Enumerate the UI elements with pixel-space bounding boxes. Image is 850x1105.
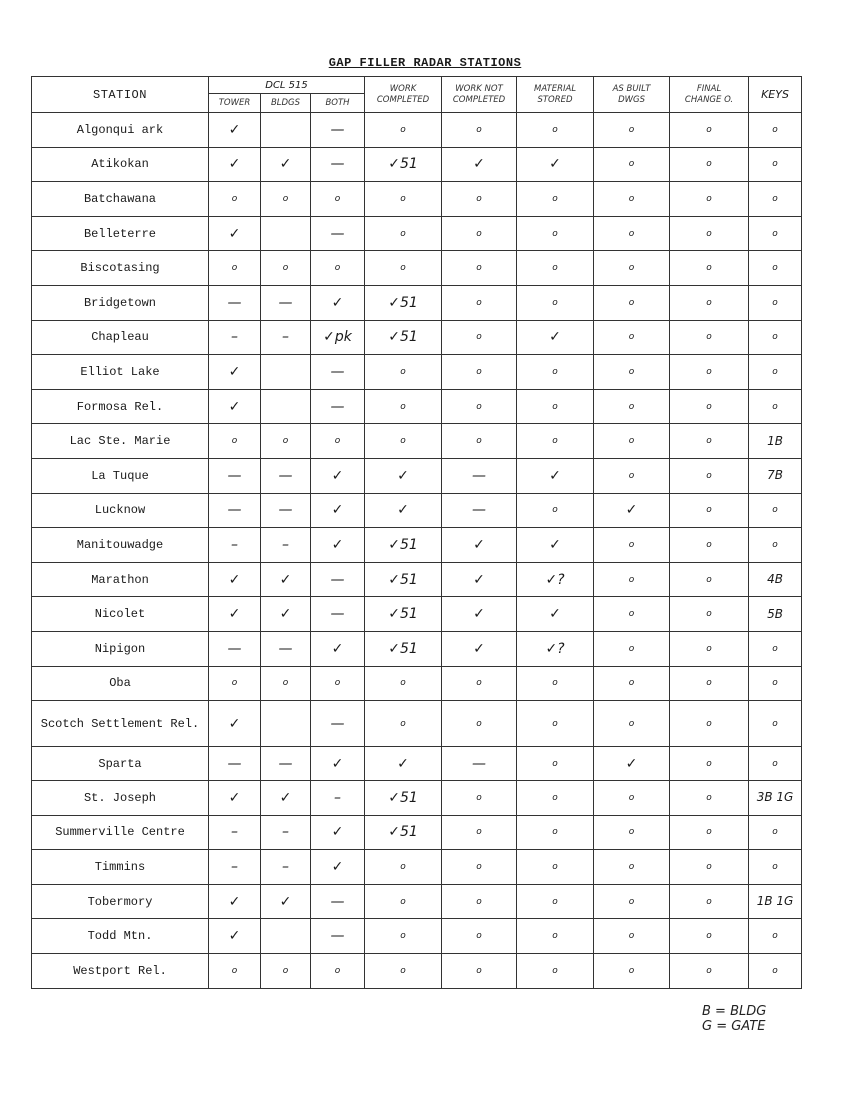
status-cell: — <box>209 458 261 493</box>
status-cell: o <box>365 182 442 217</box>
status-cell: o <box>594 113 670 148</box>
table-row <box>32 631 802 666</box>
status-cell: o <box>670 781 749 816</box>
status-cell: o <box>670 389 749 424</box>
status-cell: — <box>311 113 365 148</box>
status-cell: o <box>517 182 594 217</box>
status-cell: o <box>594 815 670 850</box>
table-row <box>32 251 802 286</box>
status-cell: o <box>594 781 670 816</box>
status-cell: – <box>261 320 311 355</box>
status-cell <box>261 919 311 954</box>
status-cell: o <box>442 919 517 954</box>
status-cell: ✓ <box>311 747 365 781</box>
status-cell: o <box>670 285 749 320</box>
status-cell: — <box>311 355 365 390</box>
status-cell: o <box>442 666 517 701</box>
status-cell: o <box>261 251 311 286</box>
status-cell: ✓51 <box>365 320 442 355</box>
legend-gate: G = GATE <box>702 1019 766 1034</box>
status-cell: ✓51 <box>365 631 442 666</box>
status-cell: – <box>209 320 261 355</box>
table-row <box>32 389 802 424</box>
station-name: Batchawana <box>32 182 209 217</box>
table-row <box>32 285 802 320</box>
material-stored-header: MATERIAL STORED <box>517 77 594 113</box>
status-cell: o <box>670 747 749 781</box>
status-cell: o <box>594 528 670 563</box>
station-name: Elliot Lake <box>32 355 209 390</box>
status-cell: o <box>365 954 442 989</box>
status-cell: o <box>749 113 802 148</box>
status-cell: o <box>261 424 311 459</box>
page-title: GAP FILLER RADAR STATIONS <box>328 56 522 70</box>
status-cell: ✓ <box>594 493 670 528</box>
status-cell: – <box>209 528 261 563</box>
status-cell: o <box>749 747 802 781</box>
status-cell: o <box>442 424 517 459</box>
table-row <box>32 562 802 597</box>
status-cell <box>261 355 311 390</box>
status-cell: — <box>311 884 365 919</box>
status-cell: o <box>442 781 517 816</box>
status-cell: ✓ <box>311 493 365 528</box>
table-row <box>32 493 802 528</box>
table-row <box>32 216 802 251</box>
status-cell: ✓ <box>311 528 365 563</box>
table-row <box>32 355 802 390</box>
status-cell: o <box>517 747 594 781</box>
status-cell: ✓ <box>261 562 311 597</box>
status-cell: ✓ <box>517 320 594 355</box>
status-cell: – <box>261 815 311 850</box>
status-cell: — <box>209 631 261 666</box>
status-cell: o <box>442 389 517 424</box>
status-cell: 1B 1G <box>749 884 802 919</box>
status-cell: o <box>670 216 749 251</box>
status-cell: — <box>209 747 261 781</box>
status-cell: ✓ <box>365 747 442 781</box>
status-cell: o <box>594 355 670 390</box>
status-cell: o <box>594 850 670 885</box>
status-cell: ✓ <box>365 458 442 493</box>
legend <box>702 1004 766 1034</box>
status-cell: o <box>311 666 365 701</box>
status-cell: – <box>261 528 311 563</box>
status-cell: o <box>594 631 670 666</box>
status-cell: ✓ <box>209 701 261 747</box>
status-cell: o <box>442 355 517 390</box>
status-cell: o <box>749 251 802 286</box>
station-name: Belleterre <box>32 216 209 251</box>
status-cell: o <box>365 666 442 701</box>
status-cell: o <box>749 285 802 320</box>
legend-bldg: B = BLDG <box>702 1004 767 1019</box>
table-row <box>32 850 802 885</box>
status-cell: – <box>261 850 311 885</box>
status-cell: o <box>749 631 802 666</box>
station-name: Chapleau <box>32 320 209 355</box>
status-cell: ✓51 <box>365 781 442 816</box>
status-cell: ✓51 <box>365 285 442 320</box>
status-cell: o <box>442 113 517 148</box>
status-cell: ✓51 <box>365 562 442 597</box>
table-row <box>32 781 802 816</box>
status-cell: o <box>594 320 670 355</box>
status-cell: o <box>594 251 670 286</box>
station-name: Formosa Rel. <box>32 389 209 424</box>
status-cell: – <box>209 850 261 885</box>
status-cell: — <box>261 458 311 493</box>
station-name: Timmins <box>32 850 209 885</box>
status-cell: 3B 1G <box>749 781 802 816</box>
status-cell: o <box>209 251 261 286</box>
status-cell: o <box>594 458 670 493</box>
status-cell: ✓pk <box>311 320 365 355</box>
status-cell: o <box>670 666 749 701</box>
station-name: Sparta <box>32 747 209 781</box>
status-cell: o <box>311 182 365 217</box>
status-cell: o <box>594 562 670 597</box>
status-cell: o <box>594 389 670 424</box>
status-cell: – <box>209 815 261 850</box>
status-cell: o <box>594 884 670 919</box>
status-cell: o <box>670 251 749 286</box>
status-cell: o <box>517 355 594 390</box>
station-name: Algonqui ark <box>32 113 209 148</box>
status-cell: o <box>749 389 802 424</box>
bldgs-header: BLDGS <box>261 94 311 113</box>
status-cell: ✓ <box>311 458 365 493</box>
status-cell: — <box>442 493 517 528</box>
status-cell: o <box>670 147 749 182</box>
status-cell: o <box>670 597 749 632</box>
status-cell: ✓ <box>209 389 261 424</box>
status-cell: o <box>442 954 517 989</box>
table-row <box>32 747 802 781</box>
status-cell: ✓? <box>517 631 594 666</box>
status-cell: ✓ <box>442 528 517 563</box>
status-cell: o <box>442 216 517 251</box>
status-cell: o <box>670 701 749 747</box>
status-cell: ✓ <box>311 815 365 850</box>
status-cell: o <box>517 781 594 816</box>
station-name: St. Joseph <box>32 781 209 816</box>
status-cell: o <box>365 113 442 148</box>
final-change-header: FINAL CHANGE O. <box>670 77 749 113</box>
status-cell: o <box>261 666 311 701</box>
status-cell: o <box>594 701 670 747</box>
status-cell: o <box>749 216 802 251</box>
status-cell: 5B <box>749 597 802 632</box>
status-cell: o <box>517 666 594 701</box>
status-cell: o <box>261 954 311 989</box>
status-cell: o <box>517 493 594 528</box>
status-cell: ✓ <box>261 597 311 632</box>
status-cell: ✓ <box>209 355 261 390</box>
status-cell: o <box>670 113 749 148</box>
status-cell: o <box>365 424 442 459</box>
status-cell: o <box>670 528 749 563</box>
status-cell: o <box>749 493 802 528</box>
status-cell: o <box>594 216 670 251</box>
station-name: Biscotasing <box>32 251 209 286</box>
status-cell: o <box>670 493 749 528</box>
status-cell: — <box>311 919 365 954</box>
both-header: BOTH <box>311 94 365 113</box>
station-name: Bridgetown <box>32 285 209 320</box>
status-cell: o <box>517 216 594 251</box>
status-cell: o <box>670 458 749 493</box>
status-cell: ✓ <box>442 597 517 632</box>
status-cell: ✓ <box>209 919 261 954</box>
status-cell: ✓ <box>209 884 261 919</box>
status-cell: ✓ <box>517 458 594 493</box>
status-cell: — <box>442 747 517 781</box>
status-cell: o <box>670 320 749 355</box>
station-name: Atikokan <box>32 147 209 182</box>
status-cell: o <box>442 884 517 919</box>
status-cell: — <box>261 631 311 666</box>
status-cell: o <box>749 815 802 850</box>
station-name: Oba <box>32 666 209 701</box>
table-row <box>32 182 802 217</box>
status-cell: o <box>442 701 517 747</box>
status-cell: o <box>365 389 442 424</box>
status-cell: ✓ <box>209 147 261 182</box>
status-cell: o <box>749 701 802 747</box>
status-cell: ✓ <box>209 597 261 632</box>
status-cell: o <box>517 424 594 459</box>
station-name: Nipigon <box>32 631 209 666</box>
status-cell: o <box>670 562 749 597</box>
status-cell: o <box>670 815 749 850</box>
status-cell: ✓ <box>517 147 594 182</box>
status-cell: 4B <box>749 562 802 597</box>
status-cell: — <box>311 597 365 632</box>
status-cell: o <box>517 815 594 850</box>
status-cell: – <box>311 781 365 816</box>
status-cell: o <box>749 320 802 355</box>
station-name: Summerville Centre <box>32 815 209 850</box>
status-cell <box>261 216 311 251</box>
status-cell: o <box>670 884 749 919</box>
status-cell: o <box>261 182 311 217</box>
table-row <box>32 320 802 355</box>
status-cell <box>261 701 311 747</box>
status-cell: 7B <box>749 458 802 493</box>
status-cell: ✓ <box>209 216 261 251</box>
status-cell: o <box>365 884 442 919</box>
status-cell: ✓ <box>442 562 517 597</box>
as-built-header: AS BUILT DWGS <box>594 77 670 113</box>
status-cell: — <box>209 285 261 320</box>
status-cell: o <box>594 424 670 459</box>
status-cell: o <box>442 850 517 885</box>
status-cell: o <box>594 919 670 954</box>
status-cell: ✓51 <box>365 597 442 632</box>
status-cell: o <box>670 424 749 459</box>
table-row <box>32 147 802 182</box>
work-not-completed-header: WORK NOT COMPLETED <box>442 77 517 113</box>
status-cell: o <box>594 285 670 320</box>
status-cell: o <box>365 355 442 390</box>
station-name: Scotch Settlement Rel. <box>32 701 209 747</box>
table-row <box>32 666 802 701</box>
status-cell: o <box>749 147 802 182</box>
status-cell: — <box>311 147 365 182</box>
station-name: Lac Ste. Marie <box>32 424 209 459</box>
status-cell: o <box>517 954 594 989</box>
status-cell: o <box>517 113 594 148</box>
status-cell: o <box>517 285 594 320</box>
status-cell: o <box>749 954 802 989</box>
status-cell: o <box>209 666 261 701</box>
status-cell: o <box>594 147 670 182</box>
status-cell: o <box>670 355 749 390</box>
status-cell: o <box>749 355 802 390</box>
status-cell: o <box>670 919 749 954</box>
status-cell: o <box>749 919 802 954</box>
status-cell: ✓ <box>261 884 311 919</box>
work-completed-header: WORK COMPLETED <box>365 77 442 113</box>
status-cell: — <box>261 285 311 320</box>
stations-table <box>31 76 802 989</box>
station-name: Westport Rel. <box>32 954 209 989</box>
status-cell: ✓ <box>311 285 365 320</box>
keys-header: KEYS <box>749 77 802 113</box>
status-cell: o <box>670 954 749 989</box>
status-cell: o <box>365 850 442 885</box>
station-name: Marathon <box>32 562 209 597</box>
status-cell: ✓ <box>442 147 517 182</box>
status-cell: ✓ <box>517 597 594 632</box>
station-header: STATION <box>32 77 209 113</box>
status-cell: o <box>442 182 517 217</box>
table-row <box>32 919 802 954</box>
status-cell: o <box>442 815 517 850</box>
status-cell: ✓ <box>442 631 517 666</box>
status-cell: ✓ <box>311 850 365 885</box>
status-cell: — <box>311 562 365 597</box>
status-cell: o <box>517 701 594 747</box>
status-cell <box>261 113 311 148</box>
status-cell: ✓51 <box>365 147 442 182</box>
station-name: Manitouwadge <box>32 528 209 563</box>
table-row <box>32 954 802 989</box>
status-cell: ✓ <box>261 781 311 816</box>
status-cell: o <box>749 850 802 885</box>
status-cell: ✓51 <box>365 528 442 563</box>
station-name: La Tuque <box>32 458 209 493</box>
status-cell: o <box>365 701 442 747</box>
status-cell: o <box>365 251 442 286</box>
status-cell: o <box>670 631 749 666</box>
station-name: Tobermory <box>32 884 209 919</box>
status-cell: o <box>365 216 442 251</box>
table-row <box>32 424 802 459</box>
status-cell: o <box>594 597 670 632</box>
status-cell: o <box>670 182 749 217</box>
status-cell: o <box>442 251 517 286</box>
status-cell: o <box>517 884 594 919</box>
status-cell: o <box>749 528 802 563</box>
status-cell: ✓ <box>209 781 261 816</box>
status-cell: o <box>311 954 365 989</box>
status-cell: ✓ <box>517 528 594 563</box>
status-cell: ✓ <box>209 113 261 148</box>
station-name: Nicolet <box>32 597 209 632</box>
table-row <box>32 113 802 148</box>
status-cell: o <box>209 424 261 459</box>
tower-header: TOWER <box>209 94 261 113</box>
status-cell: o <box>442 285 517 320</box>
status-cell: o <box>749 182 802 217</box>
station-name: Lucknow <box>32 493 209 528</box>
table-row <box>32 458 802 493</box>
station-name: Todd Mtn. <box>32 919 209 954</box>
status-cell: ✓51 <box>365 815 442 850</box>
status-cell: o <box>442 320 517 355</box>
status-cell: o <box>311 424 365 459</box>
table-row <box>32 597 802 632</box>
status-cell: — <box>209 493 261 528</box>
status-cell: — <box>311 701 365 747</box>
status-cell: o <box>311 251 365 286</box>
dcl-group-header: DCL 515 <box>209 77 365 94</box>
status-cell: o <box>594 954 670 989</box>
status-cell: o <box>594 666 670 701</box>
status-cell: — <box>261 747 311 781</box>
status-cell: o <box>517 389 594 424</box>
status-cell: o <box>749 666 802 701</box>
status-cell: ✓ <box>311 631 365 666</box>
status-cell: o <box>594 182 670 217</box>
status-cell: o <box>517 850 594 885</box>
status-cell: ✓ <box>365 493 442 528</box>
status-cell <box>261 389 311 424</box>
status-cell: — <box>261 493 311 528</box>
status-cell: ✓ <box>261 147 311 182</box>
status-cell: — <box>311 389 365 424</box>
table-row <box>32 528 802 563</box>
status-cell: ✓? <box>517 562 594 597</box>
table-row <box>32 884 802 919</box>
status-cell: o <box>365 919 442 954</box>
status-cell: o <box>209 954 261 989</box>
status-cell: o <box>517 251 594 286</box>
status-cell: o <box>670 850 749 885</box>
table-row <box>32 701 802 747</box>
status-cell: ✓ <box>594 747 670 781</box>
status-cell: 1B <box>749 424 802 459</box>
status-cell: ✓ <box>209 562 261 597</box>
status-cell: — <box>442 458 517 493</box>
status-cell: o <box>517 919 594 954</box>
status-cell: — <box>311 216 365 251</box>
status-cell: o <box>209 182 261 217</box>
table-row <box>32 815 802 850</box>
